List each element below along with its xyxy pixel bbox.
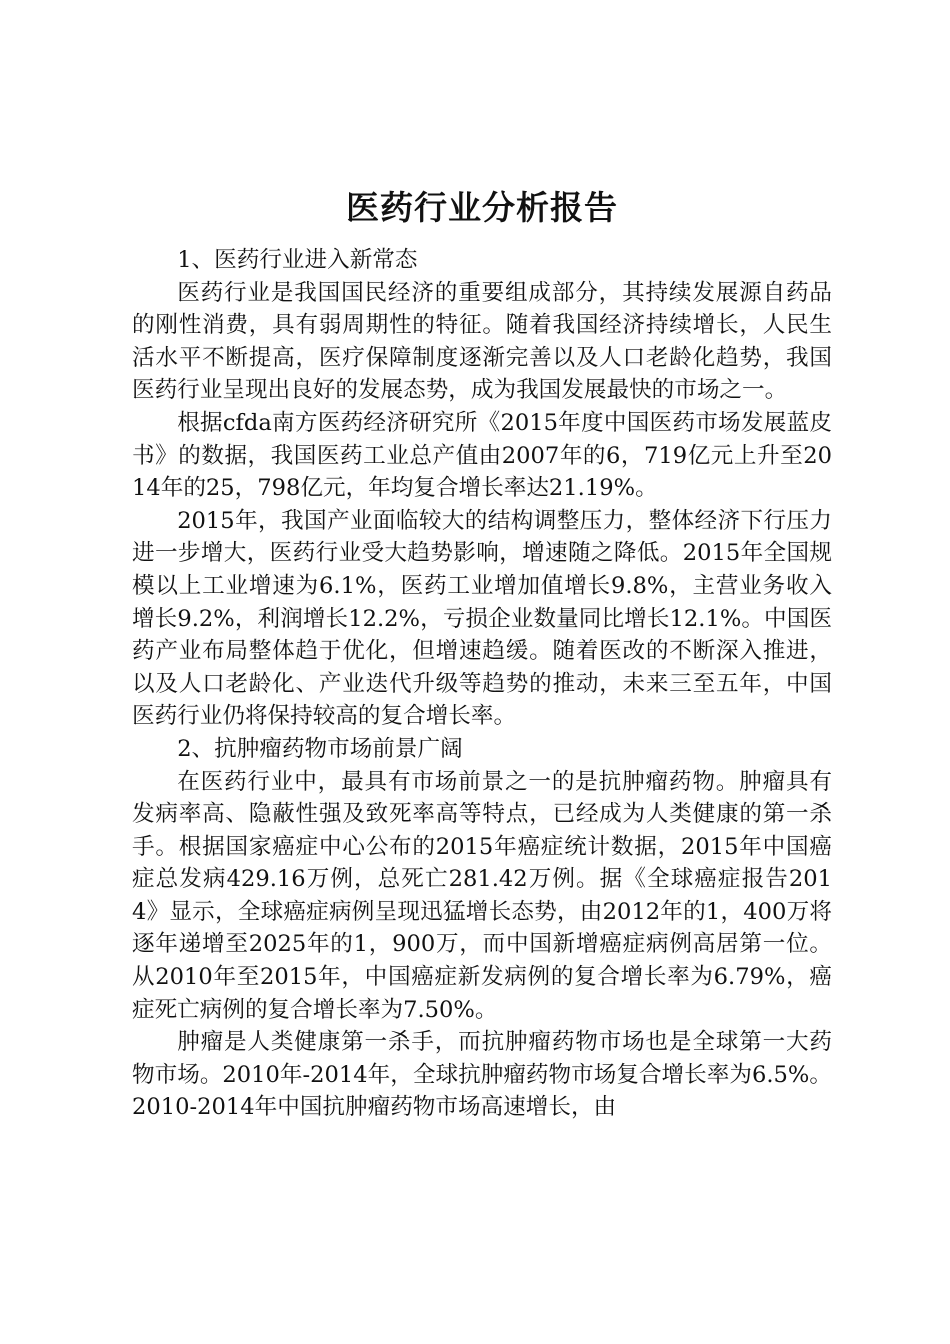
document-title: 医药行业分析报告 [346, 188, 618, 227]
paragraph: 在医药行业中，最具有市场前景之一的是抗肿瘤药物。肿瘤具有发病率高、隐蔽性强及致死率高等特点，已经成为人类健康的第一杀手。根据国家癌症中心公布的2015年癌症统计数据，2015年中国癌症总发病429.16万例，总死亡281.42万例。据《全球癌症报告2014》显示，全球癌症病例呈现迅猛增长态势，由2012年的1，400万将逐年递增至2025年的1，900万，而中国新增癌症病例高居第一位。从2010年至2015年，中国癌症新发病例的复合增长率为6.79%，癌症死亡病例的复合增长率为7.50%。 [132, 768, 832, 1023]
paragraph: 肿瘤是人类健康第一杀手，而抗肿瘤药物市场也是全球第一大药物市场。2010年-2014年，全球抗肿瘤药物市场复合增长率为6.5%。2010-2014年中国抗肿瘤药物市场高速增长，由 [132, 1029, 832, 1121]
document-body [132, 244, 832, 1124]
section-heading-2: 2、抗肿瘤药物市场前景广阔 [177, 735, 463, 762]
paragraph: 根据cfda南方医药经济研究所《2015年度中国医药市场发展蓝皮书》的数据，我国医药工业总产值由2007年的6，719亿元上升至2014年的25，798亿元，年均复合增长率达21.19%。 [132, 409, 832, 502]
paragraph: 医药行业是我国国民经济的重要组成部分，其持续发展源自药品的刚性消费，具有弱周期性的特征。随着我国经济持续增长，人民生活水平不断提高，医疗保障制度逐渐完善以及人口老龄化趋势，我国医药行业呈现出良好的发展态势，成为我国发展最快的市场之一。 [132, 279, 832, 404]
paragraph: 2015年，我国产业面临较大的结构调整压力，整体经济下行压力进一步增大，医药行业受大趋势影响，增速随之降低。2015年全国规模以上工业增速为6.1%，医药工业增加值增长9.8%，主营业务收入增长9.2%，利润增长12.2%，亏损企业数量同比增长12.1%。中国医药产业布局整体趋于优化，但增速趋缓。随着医改的不断深入推进，以及人口老龄化、产业迭代升级等趋势的推动，未来三至五年，中国医药行业仍将保持较高的复合增长率。 [132, 507, 832, 730]
document-page [132, 178, 832, 1124]
section-heading-1: 1、医药行业进入新常态 [177, 247, 418, 273]
